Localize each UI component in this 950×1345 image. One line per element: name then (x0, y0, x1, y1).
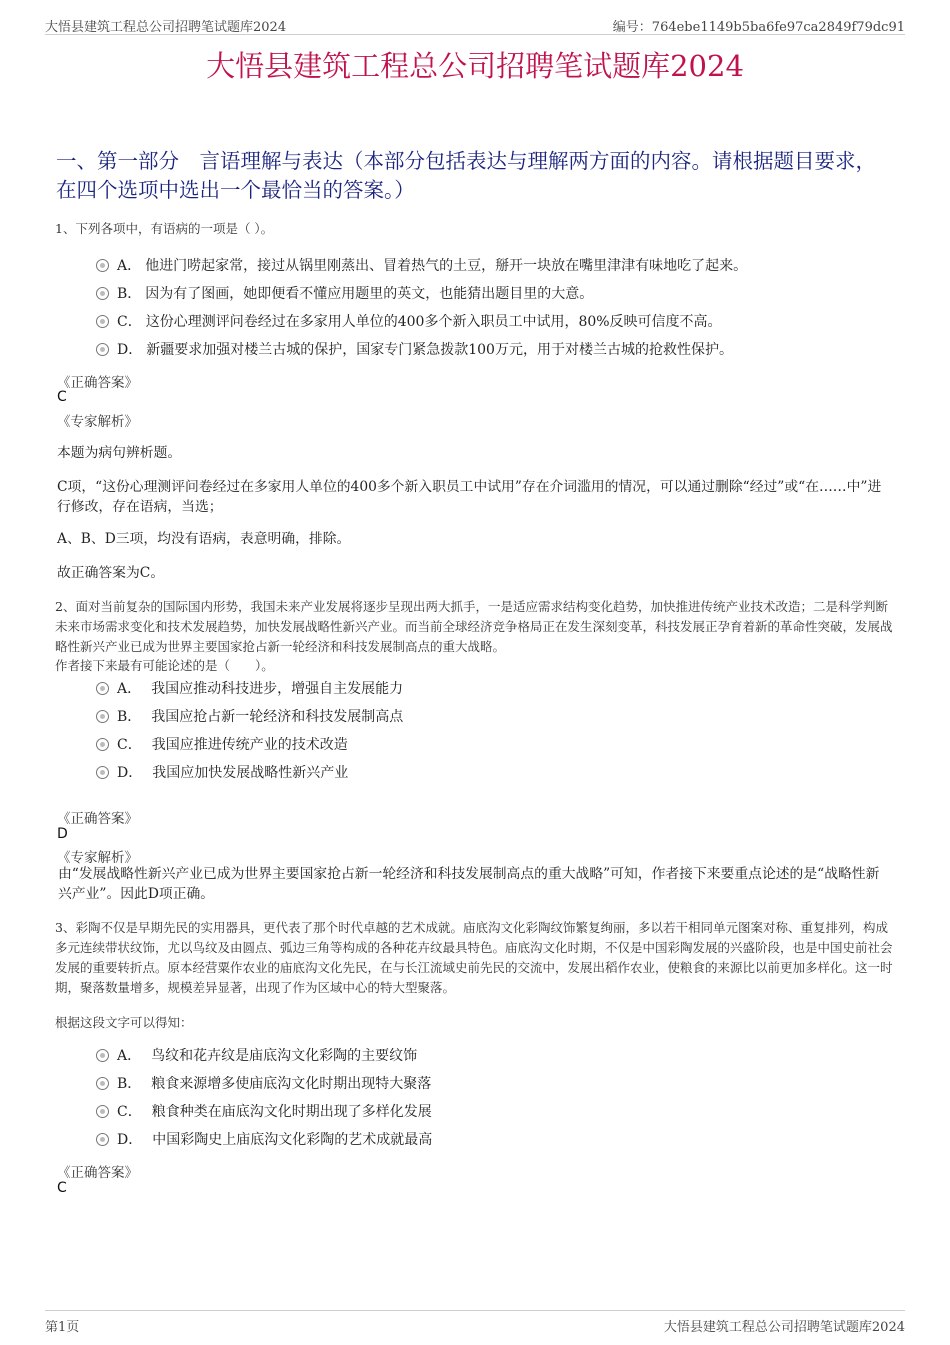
radio-icon[interactable] (96, 343, 109, 356)
question-1-option-a[interactable]: A． 他进门唠起家常，接过从锅里刚蒸出、冒着热气的土豆，掰开一块放在嘴里津津有味地吃了起来。 (96, 255, 747, 277)
question-3-option-c[interactable]: C． 粮食种类在庙底沟文化时期出现了多样化发展 (96, 1101, 432, 1123)
radio-icon[interactable] (96, 259, 109, 272)
question-1-option-c[interactable]: C． 这份心理测评问卷经过在多家用人单位的400多个新入职员工中试用，80%反映可信度不高。 (96, 311, 722, 333)
question-2-option-a[interactable]: A． 我国应推动科技进步，增强自主发展能力 (96, 678, 403, 700)
question-2-analysis-label: 《专家解析》 (57, 850, 138, 866)
question-3-answer-label: 《正确答案》 (57, 1165, 138, 1181)
radio-icon[interactable] (96, 710, 109, 723)
question-1-answer: C (57, 389, 67, 405)
radio-icon[interactable] (96, 315, 109, 328)
page-footer (45, 1310, 905, 1333)
question-3-option-d[interactable]: D． 中国彩陶史上庙底沟文化彩陶的艺术成就最高 (96, 1129, 432, 1151)
header-doc-title: 大悟县建筑工程总公司招聘笔试题库2024 (45, 20, 287, 35)
footer-doc-title: 大悟县建筑工程总公司招聘笔试题库2024 (663, 1320, 905, 1335)
document-title: 大悟县建筑工程总公司招聘笔试题库2024 (206, 49, 744, 83)
question-1-option-b[interactable]: B． 因为有了图画，她即便看不懂应用题里的英文，也能猜出题目里的大意。 (96, 283, 593, 305)
radio-icon[interactable] (96, 1077, 109, 1090)
question-3-option-b[interactable]: B． 粮食来源增多使庙底沟文化时期出现特大聚落 (96, 1073, 431, 1095)
question-1-stem: 1、下列各项中，有语病的一项是（ ）。 (55, 221, 274, 236)
question-2-answer-label: 《正确答案》 (57, 811, 138, 827)
radio-icon[interactable] (96, 1133, 109, 1146)
section-heading: 一、第一部分 言语理解与表达（本部分包括表达与理解两方面的内容。请根据题目要求，在四个选项中选出一个最恰当的答案。） (56, 149, 876, 202)
question-3-stem: 3、彩陶不仅是早期先民的实用器具，更代表了那个时代卓越的艺术成就。庙底沟文化彩陶纹饰繁复绚丽，多以若干相同单元图案对称、重复排列，构成多元连续带状纹饰，尤以鸟纹及由圆点、弧边三角等构成的各种花卉纹最具特色。庙底沟文化时期，不仅是中国彩陶发展的兴盛阶段，也是中国史前社会发展的重要转折点。原本经营粟作农业的庙底沟文化先民，在与长江流域史前先民的交流中，发展出稻作农业，使粮食的来源比以前更加多样化。这一时期，聚落数量增多，规模差异显著，出现了作为区域中心的特大型聚落。 (55, 920, 893, 995)
question-1-option-d[interactable]: D． 新疆要求加强对楼兰古城的保护，国家专门紧急拨款100万元，用于对楼兰古城的抢救性保护。 (96, 339, 733, 361)
question-2-prompt: 作者接下来最有可能论述的是（ ）。 (55, 658, 274, 673)
radio-icon[interactable] (96, 682, 109, 695)
question-2-stem: 2、面对当前复杂的国际国内形势，我国未来产业发展将逐步呈现出两大抓手，一是适应需求结构变化趋势，加快推进传统产业技术改造；二是科学判断未来市场需求变化和技术发展趋势，加快发展战略性新兴产业。而当前全球经济竞争格局正在发生深刻变革，科技发展正孕育着新的革命性突破，发展战略性新兴产业已成为世界主要国家抢占新一轮经济和科技发展制高点的重大战略。 (55, 599, 893, 654)
radio-icon[interactable] (96, 1105, 109, 1118)
question-2-answer: D (57, 826, 68, 842)
question-1-answer-label: 《正确答案》 (57, 375, 138, 391)
question-1-analysis-p2: C项，“这份心理测评问卷经过在多家用人单位的400多个新入职员工中试用”存在介词滥用的情况，可以通过删除“经过”或“在……中”进行修改，存在语病，当选； (57, 479, 882, 515)
question-3-prompt: 根据这段文字可以得知： (55, 1015, 193, 1030)
radio-icon[interactable] (96, 287, 109, 300)
page-header (45, 16, 905, 35)
question-1-analysis-p3: A、B、D三项，均没有语病，表意明确，排除。 (57, 531, 351, 547)
radio-icon[interactable] (96, 738, 109, 751)
question-1-analysis-label: 《专家解析》 (57, 414, 138, 430)
radio-icon[interactable] (96, 766, 109, 779)
question-3-answer: C (57, 1180, 67, 1196)
radio-icon[interactable] (96, 1049, 109, 1062)
question-2-option-b[interactable]: B． 我国应抢占新一轮经济和科技发展制高点 (96, 706, 403, 728)
question-2-option-d[interactable]: D． 我国应加快发展战略性新兴产业 (96, 762, 348, 784)
question-2-option-c[interactable]: C． 我国应推进传统产业的技术改造 (96, 734, 348, 756)
question-3-option-a[interactable]: A． 鸟纹和花卉纹是庙底沟文化彩陶的主要纹饰 (96, 1045, 417, 1067)
question-1-analysis-p1: 本题为病句辨析题。 (57, 445, 182, 461)
question-2-analysis-p1: 由“发展战略性新兴产业已成为世界主要国家抢占新一轮经济和科技发展制高点的重大战略”可知，作者接下来要重点论述的是“战略性新兴产业”。因此D项正确。 (58, 866, 880, 902)
header-doc-id: 编号：764ebe1149b5ba6fe97ca2849f79dc91 (612, 20, 905, 35)
question-1-analysis-p4: 故正确答案为C。 (57, 565, 165, 581)
footer-page-number: 第1页 (45, 1320, 80, 1335)
